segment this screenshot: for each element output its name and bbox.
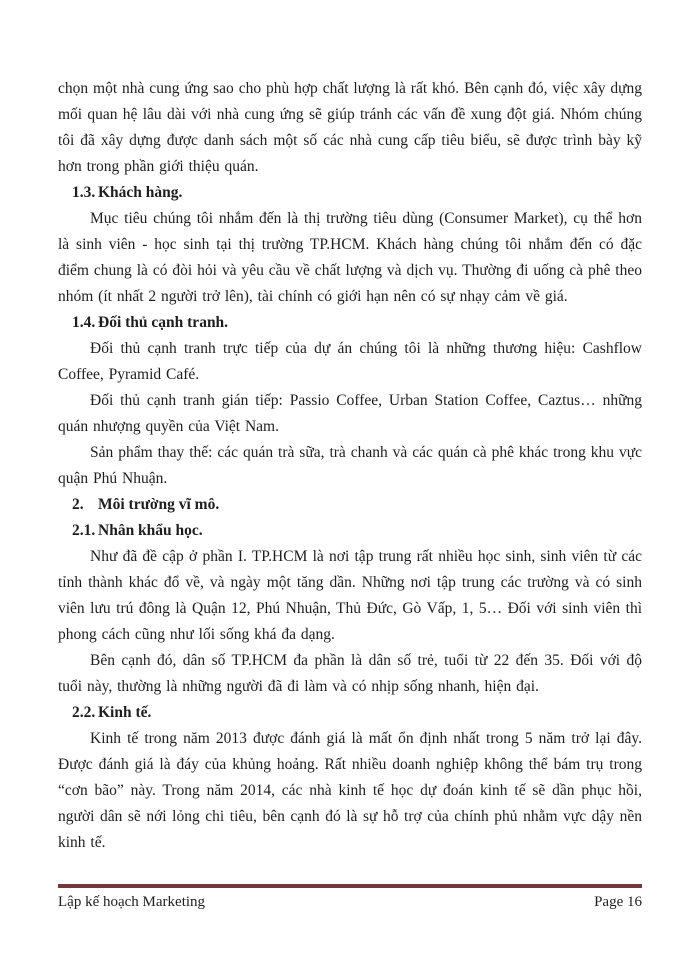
body-paragraph: Bên cạnh đó, dân số TP.HCM đa phần là dân số trẻ, tuổi từ 22 đến 35. Đối với độ tuổi này, thường là những người đã đi làm và có nhịp sống nhanh, hiện đại.	[58, 652, 642, 695]
heading-text: Kinh tế.	[98, 704, 152, 721]
section-heading	[58, 518, 642, 544]
footer-row	[58, 891, 642, 913]
body-paragraph: Đối thủ cạnh tranh trực tiếp của dự án chúng tôi là những thương hiệu: Cashflow Coffee, Pyramid Café.	[58, 340, 642, 383]
heading-text: Đối thủ cạnh tranh.	[98, 314, 229, 331]
footer-rule	[58, 884, 642, 888]
body-paragraph: chọn một nhà cung ứng sao cho phù hợp chất lượng là rất khó. Bên cạnh đó, việc xây dựng mối quan hệ lâu dài với nhà cung ứng sẽ giúp tránh các vấn đề xung đột giá. Nhóm chúng tôi đã xây dựng được danh sách một số các nhà cung cấp tiêu biểu, sẽ được trình bày kỹ hơn trong phần giới thiệu quán.	[58, 80, 642, 175]
heading-number: 2.2.	[72, 704, 96, 721]
section-heading	[58, 310, 642, 336]
heading-text: Khách hàng.	[98, 184, 183, 201]
section-heading	[58, 180, 642, 206]
footer-document-title: Lập kế hoạch Marketing	[58, 894, 206, 910]
footer-page-number: Page 16	[594, 894, 642, 910]
body-paragraph: Như đã đề cập ở phần I. TP.HCM là nơi tập trung rất nhiều học sinh, sinh viên từ các tỉnh thành khác đổ về, và ngày một tăng dần. Những nơi tập trung các trường và có sinh viên lưu trú đông là Quận 12, Phú Nhuận, Thủ Đức, Gò Vấp, 1, 5… Đối với sinh viên thì phong cách cũng như lối sống khá đa dạng.	[58, 548, 642, 643]
body-paragraph: Đối thủ cạnh tranh gián tiếp: Passio Coffee, Urban Station Coffee, Caztus… những quán nhượng quyền của Việt Nam.	[58, 392, 642, 435]
heading-number: 1.4.	[72, 314, 96, 331]
page-footer	[58, 884, 642, 913]
section-heading	[58, 492, 642, 518]
body-paragraph: Kinh tế trong năm 2013 được đánh giá là mất ổn định nhất trong 5 năm trở lại đây. Được đánh giá là đáy của khủng hoảng. Rất nhiều doanh nghiệp không thể bám trụ trong “cơn bão” này. Trong năm 2014, các nhà kinh tế học dự đoán kinh tế sẽ dần phục hồi, người dân sẽ nới lỏng chi tiêu, bên cạnh đó là sự hỗ trợ của chính phủ nhằm vực dậy nền kinh tế.	[58, 730, 642, 851]
body-paragraph: Mục tiêu chúng tôi nhắm đến là thị trường tiêu dùng (Consumer Market), cụ thể hơn là sinh viên - học sinh tại thị trường TP.HCM. Khách hàng chúng tôi nhắm đến có đặc điểm chung là có đòi hỏi và yêu cầu về chất lượng và dịch vụ. Thường đi uống cà phê theo nhóm (ít nhất 2 người trở lên), tài chính có giới hạn nên có sự nhạy cảm về giá.	[58, 210, 642, 305]
section-heading	[58, 700, 642, 726]
heading-text: Nhân khẩu học.	[98, 522, 203, 539]
heading-number: 2.1.	[72, 522, 96, 539]
heading-number: 1.3.	[72, 184, 96, 201]
body-paragraph: Sản phẩm thay thế: các quán trà sữa, trà chanh và các quán cà phê khác trong khu vực quận Phú Nhuận.	[58, 444, 642, 487]
heading-text: Môi trường vĩ mô.	[98, 496, 220, 513]
heading-number: 2.	[72, 496, 84, 513]
document-content	[58, 76, 642, 856]
